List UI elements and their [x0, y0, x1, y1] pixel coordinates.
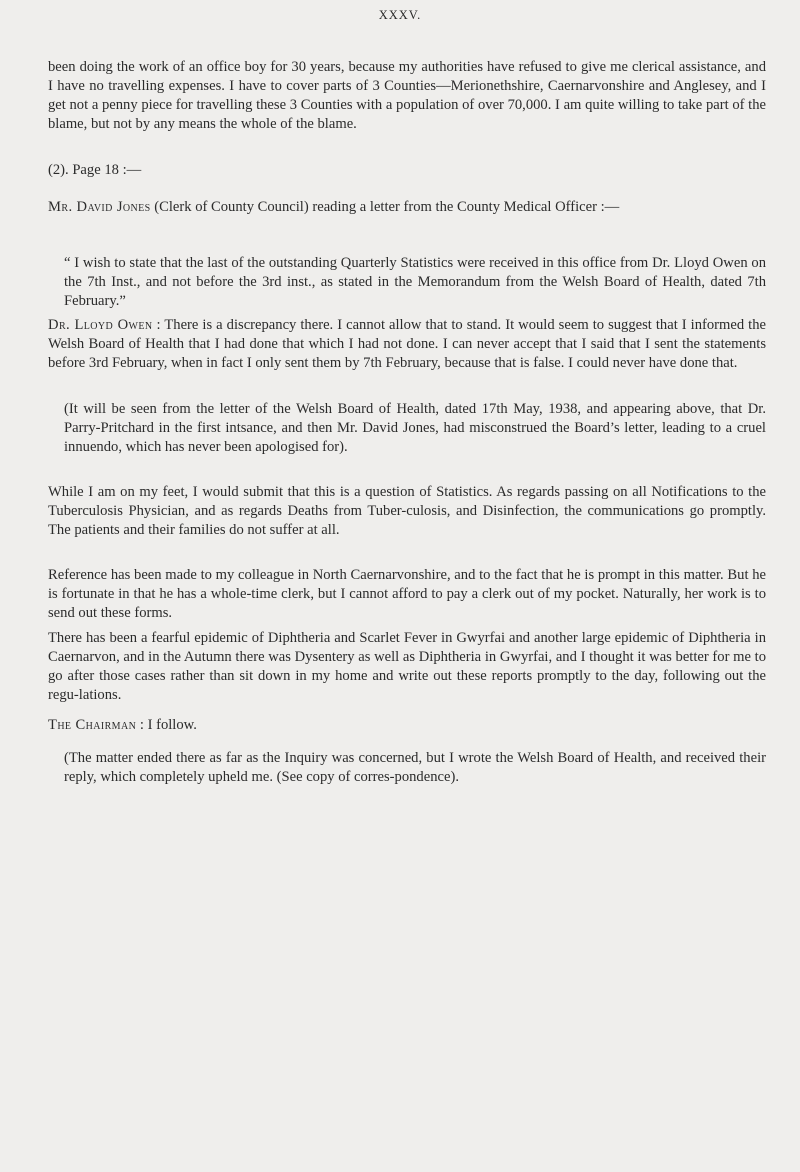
paragraph-text: (It will be seen from the letter of the Welsh Board of Health, dated 17th May, 1938, and appearing above, that Dr. Parry-Pritchard in the first intsance, and then Mr. David Jones, had misconstrued the Board’s letter, leading to a cruel innuendo, which has never been apologised for). [64, 401, 766, 455]
paragraph-text: been doing the work of an office boy for 30 years, because my authorities have refused to give me clerical assistance, and I have no travelling expenses. I have to cover parts of 3 Counties—Merionethshire, Caernarvonshire and Anglesey, and I get not a penny piece for travelling these 3 Counties with a population of over 70,000. I am quite willing to take part of the blame, but not by any means the whole of the blame. [48, 59, 766, 132]
paragraph-text: (2). Page 18 :— [48, 162, 142, 178]
speaker-name: Dr. Lloyd Owen [48, 317, 153, 333]
paragraph-text: : I follow. [136, 717, 197, 733]
paragraph-colleague [48, 566, 766, 623]
paragraph-chairman [48, 716, 766, 735]
paragraph-text: “ I wish to state that the last of the outstanding Quarterly Statistics were received in this office from Dr. Lloyd Owen on the 7th Inst., and not before the 3rd inst., as stated in the Memorandum from the Welsh Board of Health, dated 7th February.” [64, 255, 766, 309]
paragraph-parenthetical-note [64, 400, 766, 457]
paragraph-text: While I am on my feet, I would submit that this is a question of Statistics. As regards passing on all Notifications to the Tuberculosis Physician, and as regards Deaths from Tuber-culosis, and Disinfection, the communications go promptly. The patients and their families do not suffer at all. [48, 484, 766, 538]
paragraph-text: (Clerk of County Council) reading a letter from the County Medical Officer :— [150, 199, 620, 215]
speaker-name: The Chairman [48, 717, 137, 733]
paragraph-page-reference [48, 161, 766, 180]
paragraph-text: There has been a fearful epidemic of Diphtheria and Scarlet Fever in Gwyrfai and another large epidemic of Diphtheria in Caernarvon, and in the Autumn there was Dysentery as well as Diphtheria in Gwyrfai, and I thought it was better for me to go after those cases rather than sit down in my home and write out these reports promptly to the day, following out the regu-lations. [48, 630, 766, 703]
paragraph-text: Reference has been made to my colleague in North Caernarvonshire, and to the fact that he is prompt in this matter. But he is fortunate in that he has a whole-time clerk, but I cannot afford to pay a clerk out of my pocket. Naturally, her work is to send out these forms. [48, 567, 766, 621]
paragraph-office-boy [48, 58, 766, 134]
paragraph-statistics [48, 483, 766, 540]
paragraph-text: : There is a discrepancy there. I cannot allow that to stand. It would seem to suggest that I informed the Welsh Board of Health that I had done that which I had not done. I can never accept that I said that I sent the statements before 3rd February, when in fact I only sent them by 7th February, because that is false. I could never have done that. [48, 317, 767, 371]
paragraph-quoted-letter [64, 254, 766, 311]
paragraph-david-jones [48, 198, 766, 217]
paragraph-text: (The matter ended there as far as the Inquiry was concerned, but I wrote the Welsh Board of Health, and received their reply, which completely upheld me. (See copy of corres-pondence). [64, 750, 766, 785]
paragraph-epidemic [48, 629, 766, 705]
speaker-name: Mr. David Jones [48, 199, 151, 215]
paragraph-conclusion [64, 749, 766, 787]
page-number: XXXV. [378, 8, 422, 22]
paragraph-lloyd-owen [48, 316, 766, 373]
